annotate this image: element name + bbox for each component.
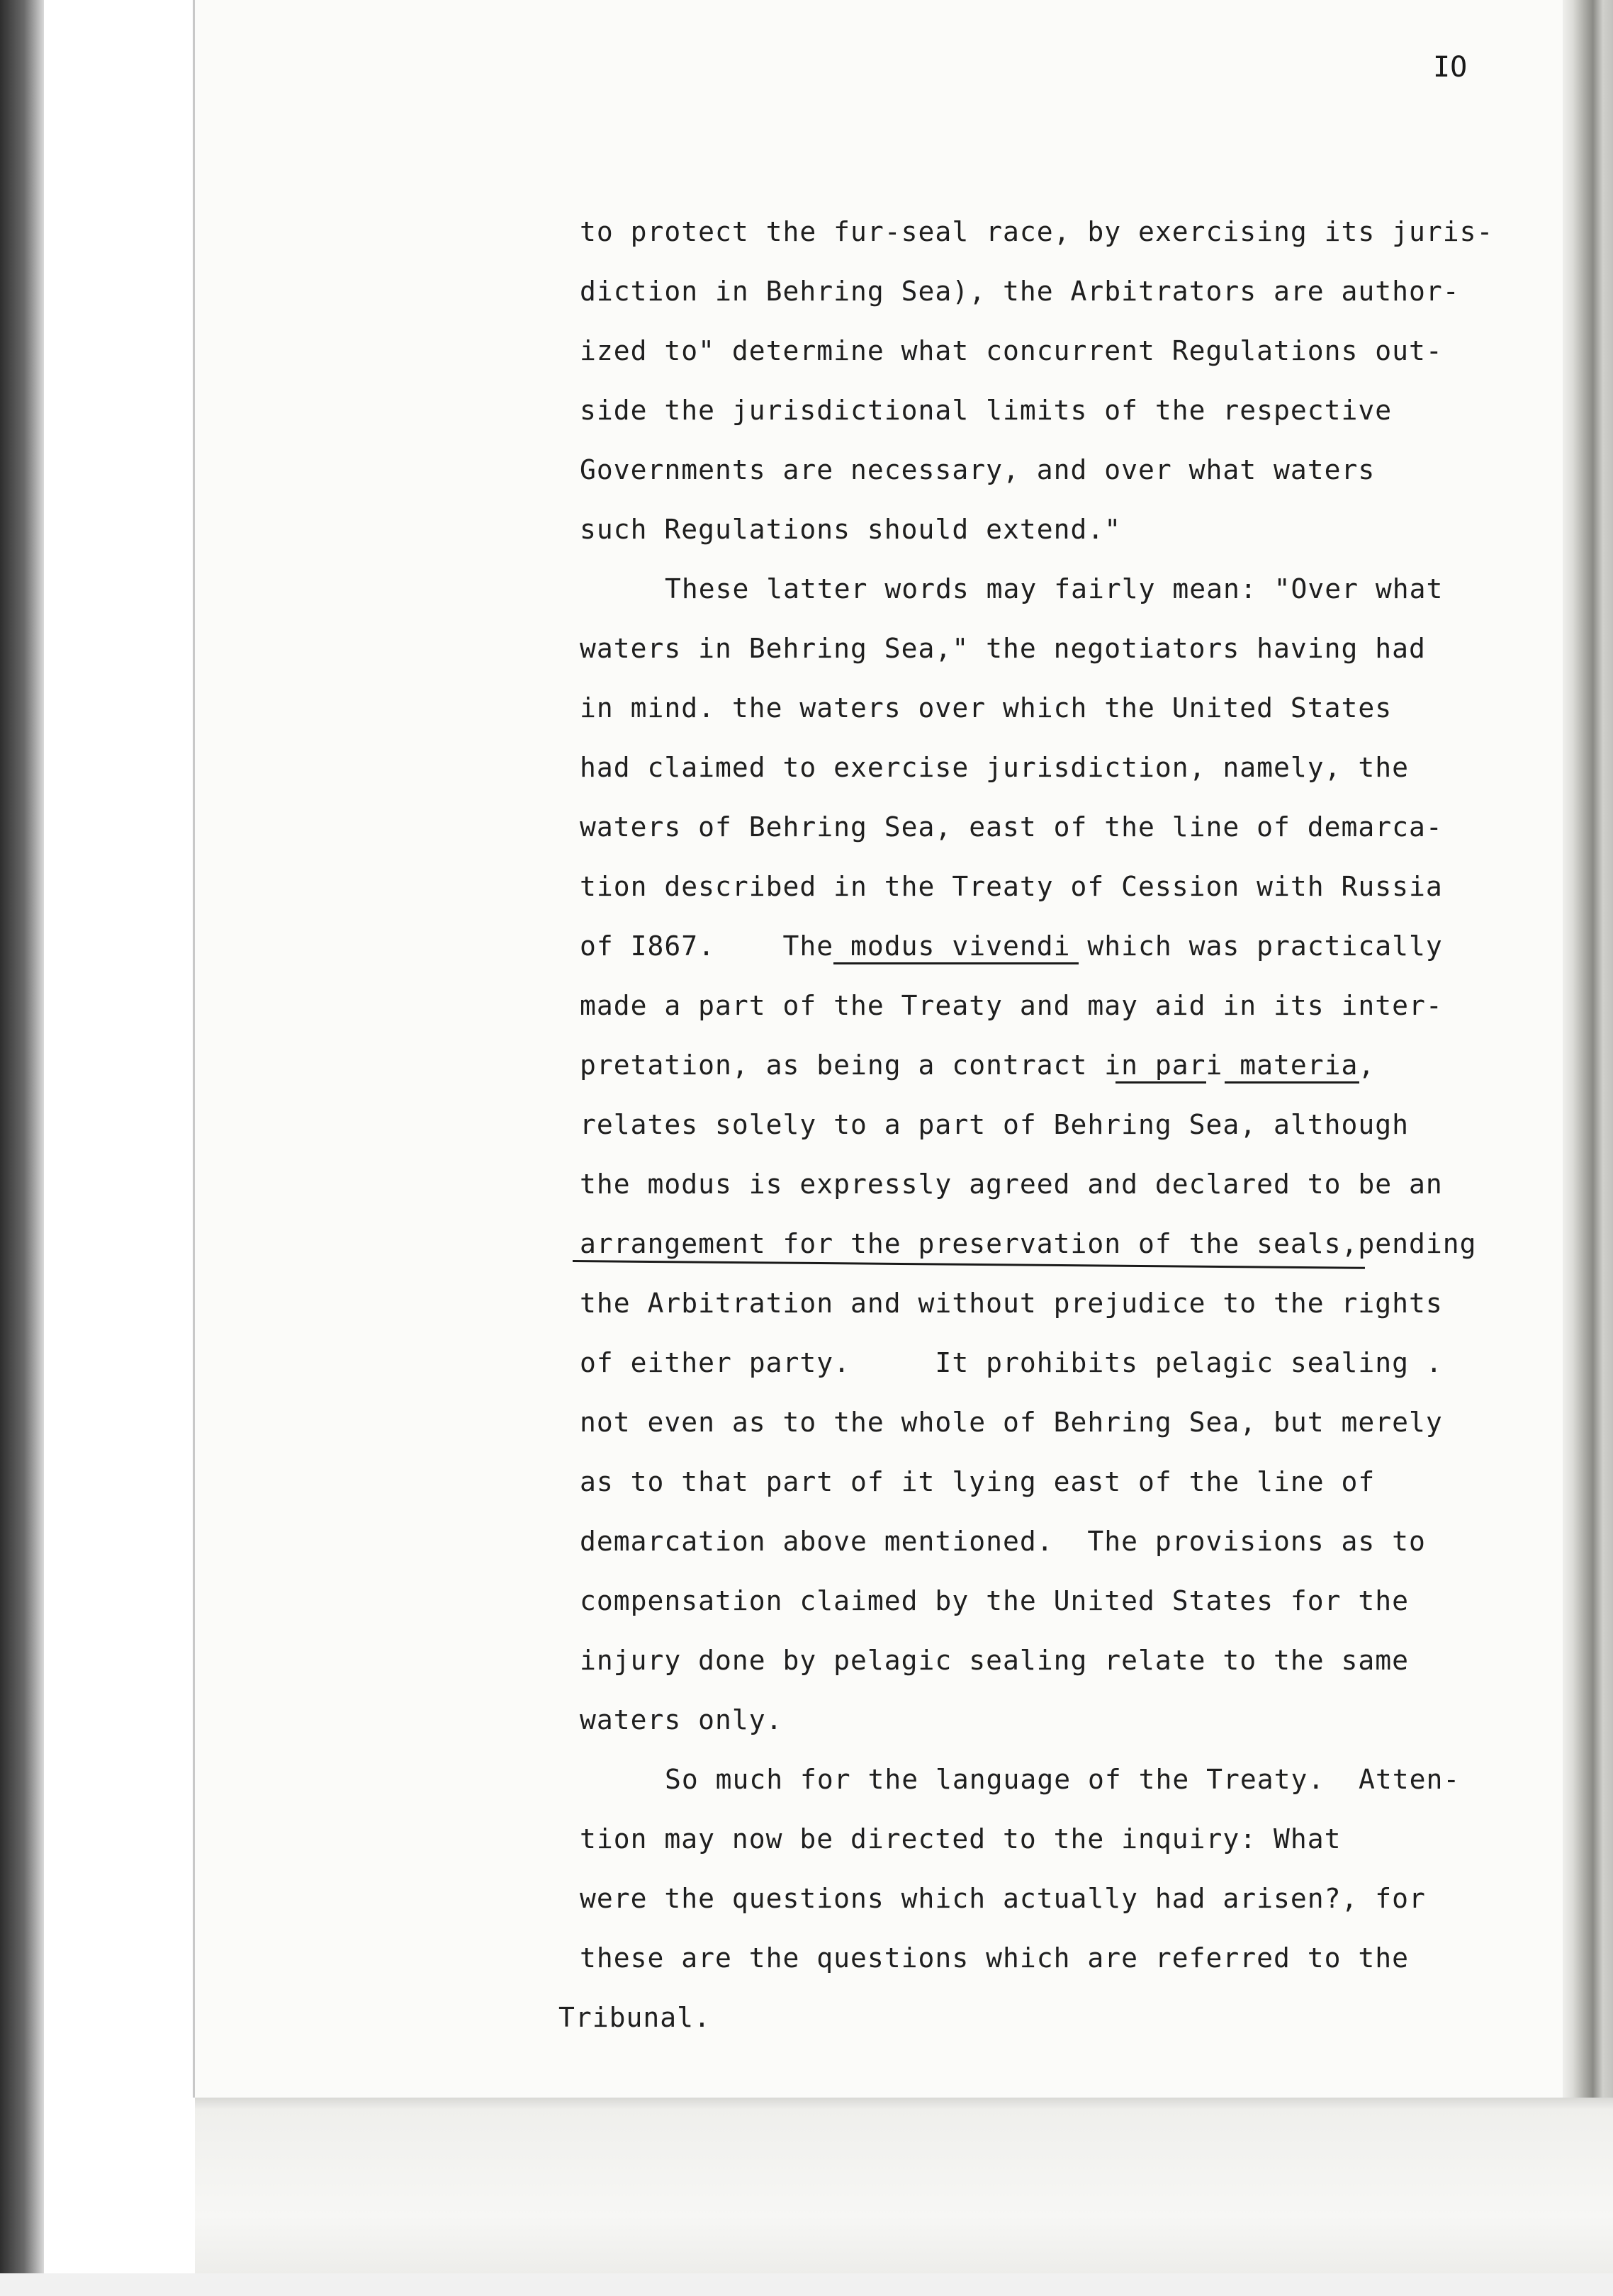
text-line: pretation, as being a contract in pari materia,	[580, 1049, 1376, 1081]
text-line: as to that part of it lying east of the line of	[580, 1466, 1376, 1497]
text-line: these are the questions which are referred to the	[580, 1942, 1410, 1974]
handwritten-underline-in-pari	[1115, 1081, 1206, 1084]
text-line: Governments are necessary, and over what waters	[580, 454, 1376, 485]
text-line: relates solely to a part of Behring Sea, although	[580, 1109, 1410, 1140]
text-line: injury done by pelagic sealing relate to the same	[580, 1645, 1410, 1676]
text-line: side the jurisdictional limits of the respective	[580, 395, 1393, 426]
text-line: the Arbitration and without prejudice to the rights	[580, 1288, 1443, 1319]
text-line: made a part of the Treaty and may aid in its inter-	[580, 990, 1443, 1021]
text-line: waters of Behring Sea, east of the line of demarca-	[580, 811, 1443, 843]
text-line: were the questions which actually had arisen?, for	[580, 1883, 1426, 1914]
page-edge-bottom	[195, 2098, 1613, 2296]
text-line: These latter words may fairly mean: "Over what	[665, 573, 1444, 604]
text-line: to protect the fur-seal race, by exercising its juris-	[580, 216, 1494, 247]
text-line: ized to" determine what concurrent Regulations out-	[580, 335, 1443, 366]
text-line: of I867. The modus vivendi which was practically	[580, 930, 1443, 962]
text-line: waters only.	[580, 1704, 783, 1735]
text-line: compensation claimed by the United States for the	[580, 1585, 1410, 1616]
text-line: Tribunal.	[558, 2002, 711, 2033]
text-line: tion may now be directed to the inquiry: What	[580, 1823, 1342, 1855]
text-line: arrangement for the preservation of the seals,pending	[580, 1228, 1477, 1259]
text-line: such Regulations should extend."	[580, 514, 1122, 545]
binding-gutter	[0, 0, 44, 2296]
text-line: the modus is expressly agreed and declared to be an	[580, 1169, 1443, 1200]
page-edges-right	[1563, 0, 1613, 2098]
text-line: had claimed to exercise jurisdiction, namely, the	[580, 752, 1410, 783]
text-line: demarcation above mentioned. The provisions as to	[580, 1526, 1426, 1557]
text-line: in mind. the waters over which the United States	[580, 692, 1393, 724]
page-fold-line	[193, 0, 195, 2098]
page-number: IO	[1433, 51, 1468, 84]
text-line: waters in Behring Sea," the negotiators having had	[580, 633, 1426, 664]
text-line: diction in Behring Sea), the Arbitrators are author-	[580, 276, 1460, 307]
handwritten-underline-materia	[1225, 1081, 1359, 1084]
handwritten-underline-modus-vivendi	[833, 962, 1079, 964]
scan-bottom-strip	[0, 2273, 1613, 2296]
text-line: not even as to the whole of Behring Sea, but merely	[580, 1407, 1443, 1438]
text-line: So much for the language of the Treaty. Atten-	[665, 1764, 1461, 1795]
text-line: tion described in the Treaty of Cession with Russia	[580, 871, 1443, 902]
text-line: of either party. It prohibits pelagic sealing .	[580, 1347, 1443, 1378]
